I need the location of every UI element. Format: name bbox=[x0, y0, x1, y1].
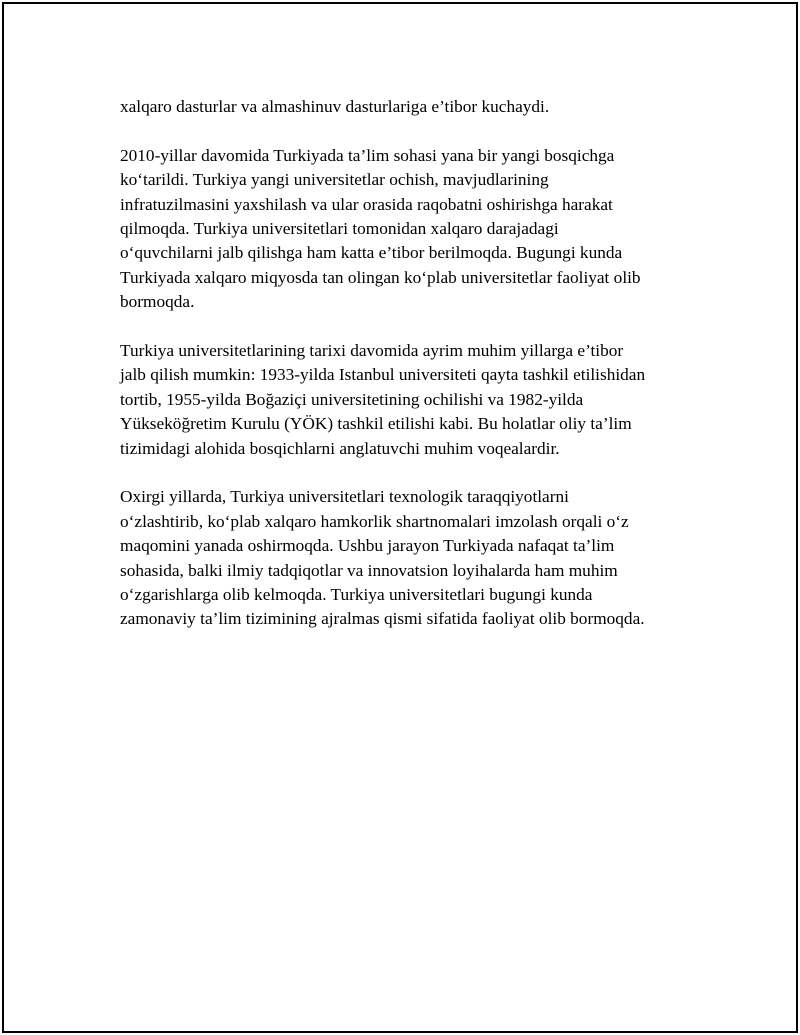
page-frame bbox=[2, 2, 798, 1033]
document-body bbox=[120, 95, 690, 656]
paragraph-1: xalqaro dasturlar va almashinuv dasturlariga e’tibor kuchaydi. bbox=[120, 97, 550, 116]
paragraph-2: 2010-yillar davomida Turkiyada ta’lim sohasi yana bir yangi bosqichga ko‘tarildi. Turkiya yangi universitetlar ochish, mavjudlarining infratuzilmasini yaxshilash va ular orasida raqobatni oshirishga harakat qilmoqda. Turkiya universitetlari tomonidan xalqaro darajadagi o‘quvchilarni jalb qilishga ham katta e’tibor berilmoqda. Bugungi kunda Turkiyada xalqaro miqyosda tan olingan ko‘plab universitetlar faoliyat olib bormoqda. bbox=[120, 145, 641, 312]
paragraph-4: Oxirgi yillarda, Turkiya universitetlari texnologik taraqqiyotlarni o‘zlashtirib, ko‘plab xalqaro hamkorlik shartnomalari imzolash orqali o‘z maqomini yanada oshirmoqda. Ushbu jarayon Turkiyada nafaqat ta’lim sohasida, balki ilmiy tadqiqotlar va innovatsion loyihalarda ham muhim o‘zgarishlarga olib kelmoqda. Turkiya universitetlari bugungi kunda zamonaviy ta’lim tizimining ajralmas qismi sifatida faoliyat olib bormoqda. bbox=[120, 487, 645, 629]
paragraph-3: Turkiya universitetlarining tarixi davomida ayrim muhim yillarga e’tibor jalb qilish mumkin: 1933-yilda Istanbul universiteti qayta tashkil etilishidan tortib, 1955-yilda Boğaziçi universitetining ochilishi va 1982-yilda Yükseköğretim Kurulu (YÖK) tashkil etilishi kabi. Bu holatlar oliy ta’lim tizimidagi alohida bosqichlarni anglatuvchi muhim voqealardir. bbox=[120, 341, 646, 458]
